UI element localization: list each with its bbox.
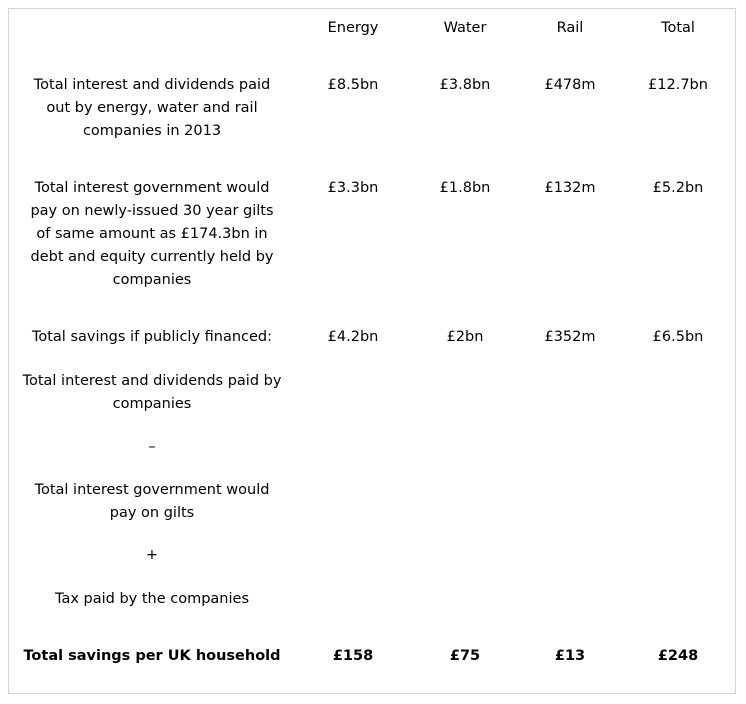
formula-part-gilts-interest: Total interest government would pay on gilts (34, 482, 270, 521)
row3-total: £6.5bn (652, 329, 704, 345)
row1-rail: £478m (544, 77, 596, 93)
row4-rail: £13 (554, 648, 586, 664)
header-total: Total (661, 20, 695, 36)
formula-plus-sign: + (145, 547, 159, 563)
row3-water: £2bn (446, 329, 484, 345)
row2-energy: £3.3bn (327, 180, 379, 196)
row1-water: £3.8bn (439, 77, 491, 93)
row-label-interest-dividends: Total interest and dividends paid out by energy, water and rail companies in 2013 (33, 77, 271, 139)
row-label-total-savings: Total savings if publicly financed: (31, 329, 273, 345)
row2-total: £5.2bn (652, 180, 704, 196)
row1-total: £12.7bn (648, 77, 708, 93)
row4-water: £75 (449, 648, 481, 664)
row-label-gilts-interest: Total interest government would pay on newly-issued 30 year gilts of same amount as £174.3bn in debt and equity currently held by companies (30, 180, 274, 288)
formula-minus-sign: – (148, 439, 156, 455)
header-rail: Rail (556, 20, 584, 36)
row1-energy: £8.5bn (327, 77, 379, 93)
row3-rail: £352m (544, 329, 596, 345)
formula-part-tax-paid: Tax paid by the companies (54, 591, 249, 607)
row4-energy: £158 (332, 648, 374, 664)
row4-total: £248 (657, 648, 699, 664)
header-water: Water (443, 20, 487, 36)
row2-rail: £132m (544, 180, 596, 196)
formula-part-interest-dividends: Total interest and dividends paid by companies (22, 373, 282, 412)
row3-energy: £4.2bn (327, 329, 379, 345)
row2-water: £1.8bn (439, 180, 491, 196)
row-label-per-household: Total savings per UK household (23, 648, 281, 664)
header-energy: Energy (327, 20, 379, 36)
